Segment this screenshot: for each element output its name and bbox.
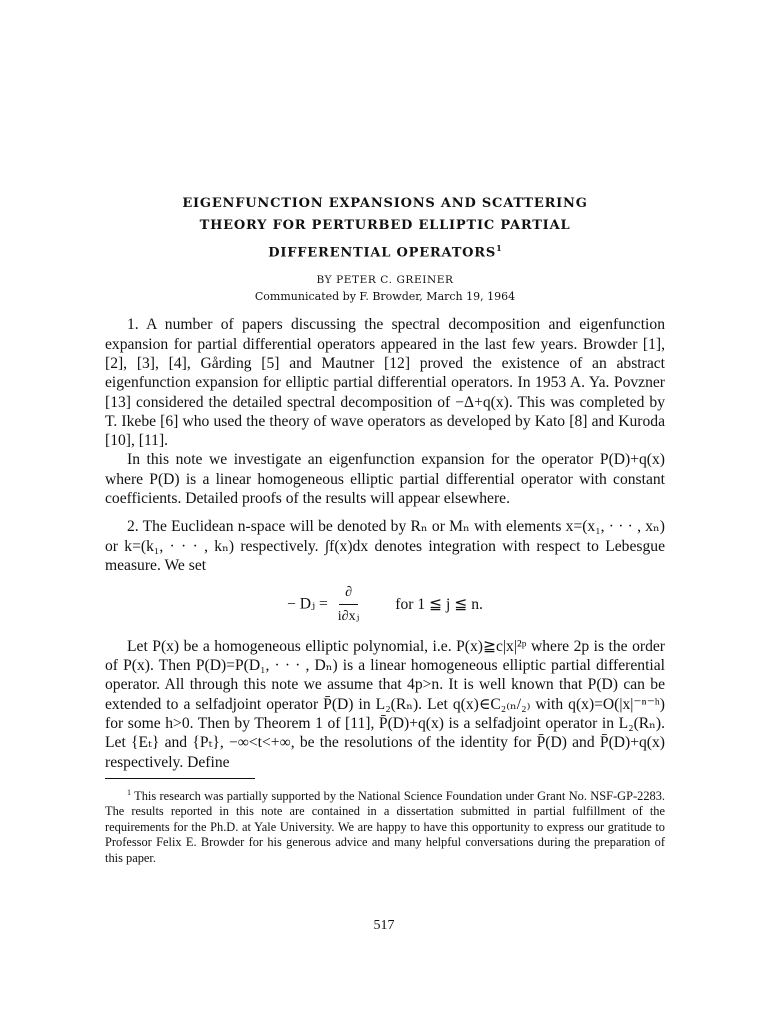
footnote-divider (105, 778, 255, 779)
title-footnote-mark: 1 (496, 243, 502, 253)
footnote-text: This research was partially supported by the National Science Foundation under Grant No. NSF-GP-2283. The results reported in this note are contained in a dissertation submitted in partial fulfillment of the requirements for the Ph.D. at Yale University. We are happy to have this opportunity to express our gratitude to Professor Felix E. Browder for his generous advice and many helpful conversations during the preparation of this paper. (105, 788, 665, 865)
equation-lhs: − Dⱼ = (287, 595, 328, 613)
author-byline: BY PETER C. GREINER (316, 274, 454, 287)
article-page (105, 193, 665, 866)
display-equation (105, 583, 665, 627)
article-title (105, 193, 665, 264)
equation-condition: for 1 ≦ j ≦ n. (395, 596, 483, 614)
paragraph-intro-note: In this note we investigate an eigenfunction expansion for the operator P(D)+q(x) where P(D) is a linear homogeneous elliptic partial differential operator with constant coefficients. Detailed proofs of the results will appear elsewhere. (105, 451, 665, 507)
footnote-mark: 1 (127, 787, 131, 797)
paragraph-section-2: 2. The Euclidean n-space will be denoted by Rₙ or Mₙ with elements x=(x₁, · · · , xₙ) or k=(k₁, · · · , kₙ) respectively. ∫f(x)dx denotes integration with respect to Lebesgue measure. We set (105, 518, 665, 574)
equation-fraction (338, 583, 360, 627)
paragraph-polynomial: Let P(x) be a homogeneous elliptic polynomial, i.e. P(x)≧c|x|²ᵖ where 2p is the order of P(x). Then P(D)=P(D₁, · · · , Dₙ) is a linear homogeneous elliptic partial differential operator. All through this note we assume that 4p>n. It is well known that P(D) can be extended to a selfadjoint operator P̄(D) in L₂(Rₙ). Let q(x)∈C₂₍ₙ/₂₎ with q(x)=O(|x|⁻ⁿ⁻ʰ) for some h>0. Then by Theorem 1 of [11], P̄(D)+q(x) is a selfadjoint operator in L₂(Rₙ). Let {Eₜ} and {Pₜ}, −∞<t<+∞, be the resolutions of the identity for P̄(D) and P̄(D)+q(x) respectively. Define (105, 637, 665, 771)
article-body (105, 315, 665, 772)
title-line-2: THEORY FOR PERTURBED ELLIPTIC PARTIAL (199, 218, 571, 233)
page-number: 517 (373, 918, 395, 933)
footnote (105, 785, 665, 866)
communicated-line: Communicated by F. Browder, March 19, 1964 (254, 290, 516, 304)
equation-numerator: ∂ (339, 583, 358, 605)
title-line-1: EIGENFUNCTION EXPANSIONS AND SCATTERING (182, 196, 588, 211)
paragraph-section-1: 1. A number of papers discussing the spectral decomposition and eigenfunction expansion for partial differential operators appeared in the last few years. Browder [1], [2], [3], [4], Gårding [5] and Mautner [12] proved the existence of an abstract eigenfunction expansion for elliptic partial differential operators. In 1953 A. Ya. Povzner [13] considered the detailed spectral decomposition of −Δ+q(x). This was completed by T. Ikebe [6] who used the theory of wave operators as developed by Kato [8] and Kuroda [10], [11]. (105, 316, 665, 450)
title-line-3: DIFFERENTIAL OPERATORS (268, 245, 497, 261)
equation-denominator: i∂xⱼ (337, 609, 360, 625)
